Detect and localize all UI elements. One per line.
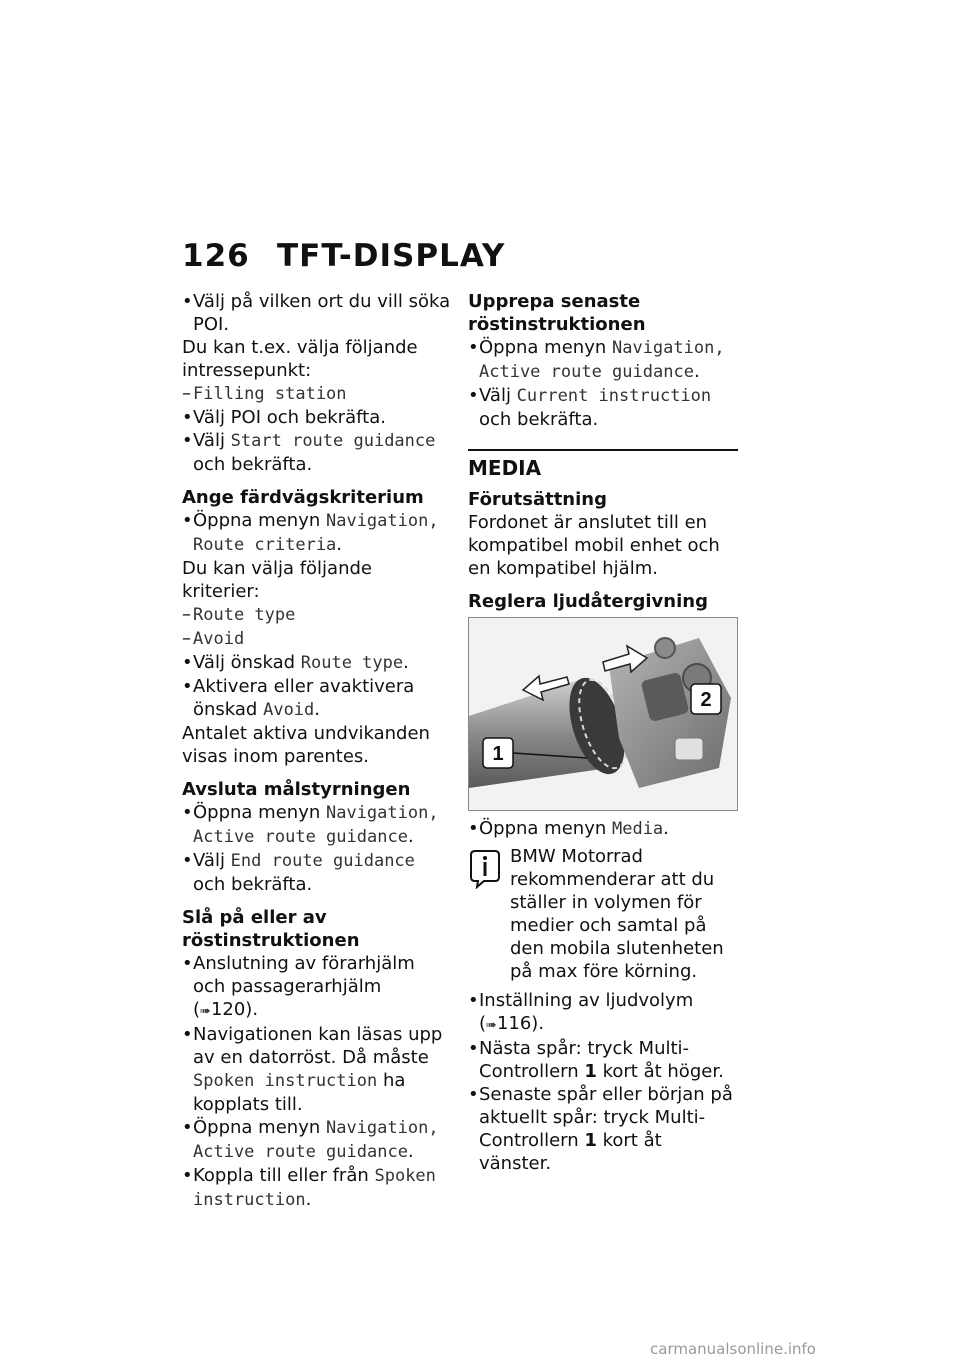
left-column xyxy=(182,290,452,1212)
section-heading: Slå på eller av röstinstruktionen xyxy=(182,907,360,951)
list-item: • Koppla till eller från Spoken instruction. xyxy=(182,1164,452,1212)
page-ref-arrow-icon: ➠ xyxy=(486,1018,497,1033)
page-title: TFT-DISPLAY xyxy=(277,238,506,274)
list-item: • Öppna menyn Navigation, Route criteria. xyxy=(182,509,452,557)
paragraph: Du kan välja följande kriterier: xyxy=(182,558,372,602)
section-title: MEDIA xyxy=(468,456,542,480)
list-item: • Navigationen kan läsas upp av en datorröst. Då måste Spoken instruction ha kopplats till. xyxy=(182,1023,452,1116)
handlebar-controls-figure xyxy=(468,617,738,811)
page-ref-link[interactable]: 116 xyxy=(496,1013,532,1034)
list-item: • Öppna menyn Media. xyxy=(468,817,738,841)
list-item: • Inställning av ljudvolym (➠116). xyxy=(468,989,738,1037)
section-heading: Upprepa senaste röstinstruktionen xyxy=(468,291,646,335)
section-heading: Ange färdvägskriterium xyxy=(182,487,424,508)
list-item: • Välj Current instruction och bekräfta. xyxy=(468,384,738,431)
option-item: – Route type xyxy=(182,603,452,627)
info-icon xyxy=(468,849,502,889)
list-item: • Välj på vilken ort du vill söka POI. xyxy=(182,290,452,336)
list-item: • Välj önskad Route type. xyxy=(182,651,452,675)
right-column xyxy=(468,290,738,1175)
callout-2-label: 2 xyxy=(700,689,712,711)
page-number: 126 xyxy=(182,238,250,274)
section-heading: Förutsättning xyxy=(468,489,607,510)
paragraph: Fordonet är anslutet till en kompatibel mobil enhet och en kompatibel hjälm. xyxy=(468,512,720,579)
list-item: • Välj POI och bekräfta. xyxy=(182,406,452,429)
page-header xyxy=(182,238,505,274)
paragraph: Du kan t.ex. välja följande intressepunkt: xyxy=(182,337,418,381)
section-divider xyxy=(468,449,738,451)
page-ref-link[interactable]: 120 xyxy=(210,999,246,1020)
option-item: – Filling station xyxy=(182,382,452,406)
list-item: • Nästa spår: tryck Multi-Controllern 1 kort åt höger. xyxy=(468,1037,738,1083)
list-item: • Öppna menyn Navigation, Active route guidance. xyxy=(468,336,738,384)
list-item: • Senaste spår eller början på aktuellt spår: tryck Multi-Controllern 1 kort åt vänster. xyxy=(468,1083,738,1175)
watermark: carmanualsonline.info xyxy=(650,1340,816,1358)
info-note xyxy=(468,845,738,983)
section-heading: Avsluta målstyrningen xyxy=(182,779,411,800)
list-item: • Öppna menyn Navigation, Active route guidance. xyxy=(182,1116,452,1164)
option-item: – Avoid xyxy=(182,627,452,651)
list-item: • Öppna menyn Navigation, Active route guidance. xyxy=(182,801,452,849)
callout-1-label: 1 xyxy=(492,743,504,765)
handlebar-illustration xyxy=(469,618,737,810)
section-heading: Reglera ljudåtergivning xyxy=(468,591,708,612)
note-text: BMW Motorrad rekommenderar att du ställer in volymen för medier och samtal på den mobila slutenheten på max före körning. xyxy=(510,846,724,982)
page-ref-arrow-icon: ➠ xyxy=(200,1004,211,1019)
list-item: • Välj End route guidance och bekräfta. xyxy=(182,849,452,896)
paragraph: Antalet aktiva undvikanden visas inom parentes. xyxy=(182,723,430,767)
list-item: • Aktivera eller avaktivera önskad Avoid. xyxy=(182,675,452,722)
list-item: • Anslutning av förarhjälm och passagerarhjälm (➠120). xyxy=(182,952,452,1023)
list-item: • Välj Start route guidance och bekräfta. xyxy=(182,429,452,476)
